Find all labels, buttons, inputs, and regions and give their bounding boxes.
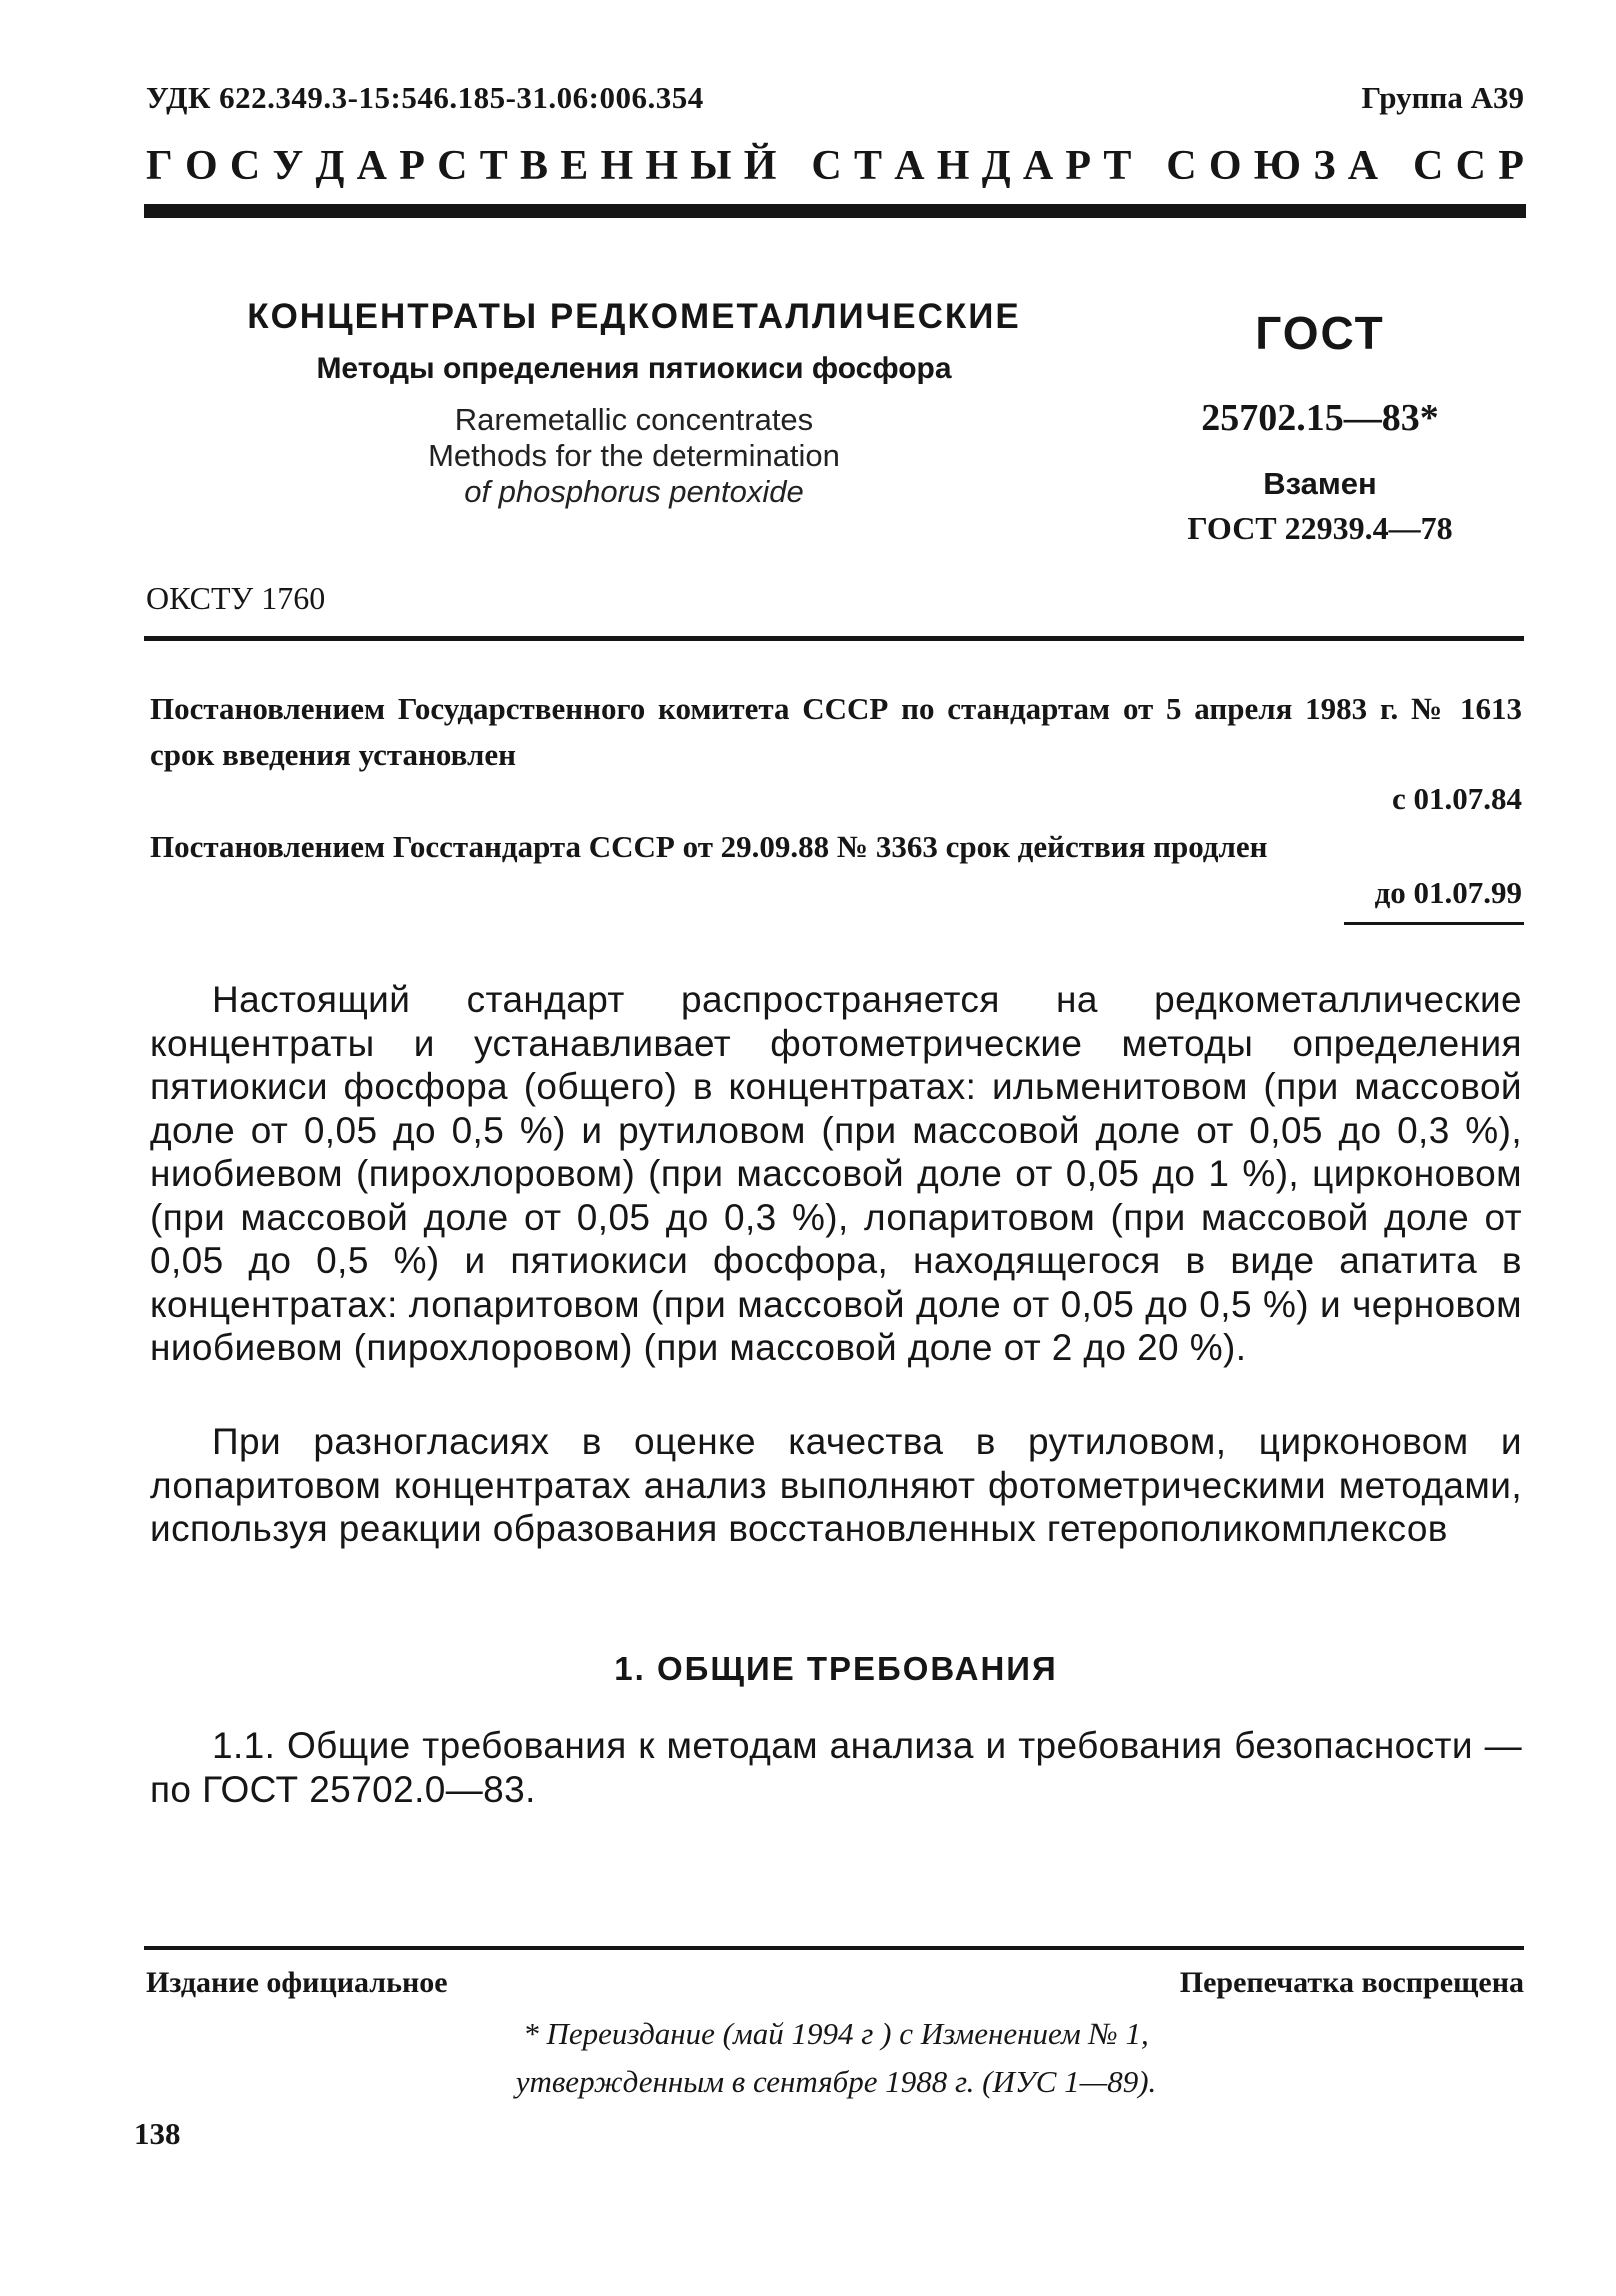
gost-number: 25702.15—83* [1201,397,1439,439]
heading-letter: С [1455,143,1486,189]
reissue-footnote [150,2010,1522,2106]
page-number: 138 [134,2116,181,2151]
heading-letter: У [272,143,304,189]
document-title-en-line: of phosphorus pentoxide [464,474,804,509]
scope-paragraph: Настоящий стандарт распространяется на редкометаллические концентраты и устанавливает фотометрические методы определения пятиокиси фосфора (общего) в концентратах: ильменитовом (при массовой доле от 0,05 до 0,5 %) и рутиловом (при массовой доле от 0,05 до 0,3 %), ниобиевом (пирохлоровом) (при массовой доле от 0,05 до 1 %), цирконовом (при массовой доле от 0,05 до 0,3 %), лопаритовом (при массовой доле от 0,05 до 0,5 %) и пятиокиси фосфора, находящегося в виде апатита в концентратах: лопаритовом (при массовой доле от 0,05 до 0,5 %) и черновом ниобиевом (пирохлоровом) (при массовой доле от 2 до 20 %). [150,979,1522,1368]
heading-letter: О [1208,143,1242,189]
state-standard-heading [146,142,1524,190]
decree-introduction: Постановлением Государственного комитета СССР по стандартам от 5 апреля 1983 г. № 1613 срок введения установлен [150,691,1522,772]
heading-word-gap [789,142,800,190]
group-code: Группа А39 [1361,80,1524,115]
heading-letter: Т [479,143,508,189]
reprint-note: Перепечатка воспрещена [1179,1966,1524,1999]
footer-divider [144,1946,1524,1950]
date-underline [1344,922,1524,925]
heading-letter: С [811,143,842,189]
heading-letter: А [356,143,387,189]
udk-code: УДК 622.349.3-15:546.185-31.06:006.354 [146,80,704,115]
heading-letter: С [1166,143,1197,189]
decree-extension: Постановлением Госстандарта СССР от 29.09.88 № 3363 срок действия продлен [150,829,1268,864]
heading-letter: Й [743,143,777,189]
document-title-en-line: Raremetallic concentrates [454,402,814,437]
heading-letter: Е [560,143,589,189]
heading-letter: А [894,143,925,189]
heading-letter: А [1347,143,1379,189]
heading-letter: Р [1498,143,1524,189]
heading-letter: Н [936,143,970,189]
replaces-label: Взамен [1263,466,1377,501]
heading-letter: Д [981,143,1011,189]
heading-letter: Ы [690,143,732,189]
heading-letter: Т [853,143,882,189]
replaced-gost: ГОСТ 22939.4—78 [1187,510,1453,546]
decree-extension-date: до 01.07.99 [1374,875,1522,910]
edition-note: Издание официальное [146,1966,448,1999]
reissue-line: утвержденным в сентябре 1988 г. (ИУС 1—89). [515,2064,1157,2099]
document-title-ru: КОНЦЕНТРАТЫ РЕДКОМЕТАЛЛИЧЕСКИЕ [247,297,1021,336]
reissue-line: * Переиздание (май 1994 г ) с Изменением № 1, [523,2016,1149,2051]
document-subtitle-ru: Методы определения пятиокиси фосфора [316,352,952,385]
heading-letter: А [1022,143,1054,189]
heading-letter: С [229,143,261,189]
heading-letter: С [1413,143,1444,189]
heading-word-gap [1144,142,1155,190]
heading-word-gap [1390,142,1401,190]
general-requirements-paragraph: 1.1. Общие требования к методам анализа и требования безопасности — по ГОСТ 25702.0—83. [150,1725,1522,1810]
heading-letter: Г [146,143,173,189]
document-title-en-line: Methods for the determination [428,438,840,473]
heading-letter: Т [1103,143,1132,189]
title-block [224,296,1044,510]
heading-letter: Р [399,143,425,189]
gost-label: ГОСТ [1255,307,1385,359]
gost-designation-block [1150,306,1490,547]
section-heading: 1. ОБЩИЕ ТРЕБОВАНИЯ [614,1650,1058,1687]
header-divider [144,204,1526,218]
heading-letter: С [437,143,468,189]
heading-letter: Н [645,143,679,189]
section-divider [144,636,1524,641]
heading-letter: В [519,143,548,189]
disagreement-paragraph: При разногласиях в оценке качества в рутиловом, цирконовом и лопаритовом концентратах анализ выполняют фотометрическими методами, используя реакции образования восстановленных гетерополикомплексов [150,1421,1522,1549]
heading-letter: Р [1065,143,1092,189]
heading-letter: О [184,143,218,189]
decree-introduction-date: с 01.07.84 [1391,781,1522,816]
heading-letter: Ю [1253,143,1302,189]
heading-letter: Д [315,143,345,189]
heading-letter: З [1313,143,1336,189]
okstu-code: ОКСТУ 1760 [146,580,326,616]
heading-letter: Н [600,143,634,189]
